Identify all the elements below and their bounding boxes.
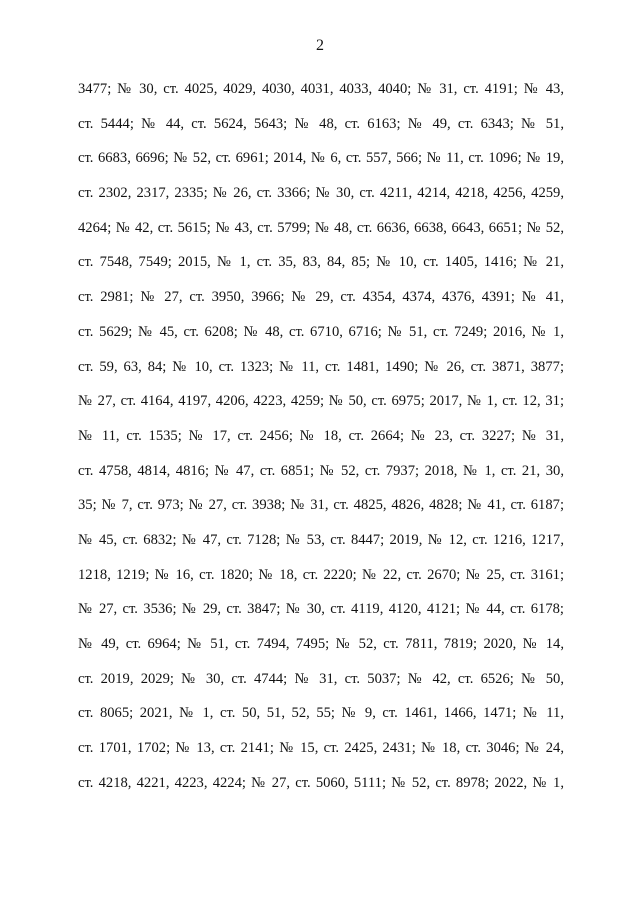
body-text — [78, 79, 564, 807]
text-line: № 45, ст. 6832; № 47, ст. 7128; № 53, ст. 8447; 2019, № 12, ст. 1216, 1217, — [78, 531, 564, 548]
text-line: ст. 2302, 2317, 2335; № 26, ст. 3366; № 30, ст. 4211, 4214, 4218, 4256, 4259, — [78, 185, 564, 202]
text-line: 4264; № 42, ст. 5615; № 43, ст. 5799; № 48, ст. 6636, 6638, 6643, 6651; № 52, — [78, 219, 564, 236]
text-line: ст. 2981; № 27, ст. 3950, 3966; № 29, ст. 4354, 4374, 4376, 4391; № 41, — [78, 289, 564, 306]
text-line: 1218, 1219; № 16, ст. 1820; № 18, ст. 2220; № 22, ст. 2670; № 25, ст. 3161; — [78, 566, 564, 583]
text-line: 3477; № 30, ст. 4025, 4029, 4030, 4031, 4033, 4040; № 31, ст. 4191; № 43, — [78, 81, 564, 97]
text-line: № 27, ст. 3536; № 29, ст. 3847; № 30, ст. 4119, 4120, 4121; № 44, ст. 6178; — [78, 601, 564, 618]
text-line: ст. 2019, 2029; № 30, ст. 4744; № 31, ст. 5037; № 42, ст. 6526; № 50, — [78, 670, 564, 687]
text-line: ст. 4758, 4814, 4816; № 47, ст. 6851; № 52, ст. 7937; 2018, № 1, ст. 21, 30, — [78, 462, 564, 479]
page-number: 2 — [316, 37, 324, 54]
text-line: № 11, ст. 1535; № 17, ст. 2456; № 18, ст. 2664; № 23, ст. 3227; № 31, — [78, 427, 564, 444]
text-line: ст. 4218, 4221, 4223, 4224; № 27, ст. 5060, 5111; № 52, ст. 8978; 2022, № 1, — [78, 774, 564, 791]
text-line: № 49, ст. 6964; № 51, ст. 7494, 7495; № 52, ст. 7811, 7819; 2020, № 14, — [78, 636, 564, 652]
text-line: ст. 5629; № 45, ст. 6208; № 48, ст. 6710, 6716; № 51, ст. 7249; 2016, № 1, — [78, 323, 564, 340]
text-line: ст. 7548, 7549; 2015, № 1, ст. 35, 83, 84, 85; № 10, ст. 1405, 1416; № 21, — [78, 254, 564, 271]
text-line: ст. 1701, 1702; № 13, ст. 2141; № 15, ст. 2425, 2431; № 18, ст. 3046; № 24, — [78, 740, 564, 757]
text-line: 35; № 7, ст. 973; № 27, ст. 3938; № 31, ст. 4825, 4826, 4828; № 41, ст. 6187; — [78, 497, 564, 514]
text-line: ст. 6683, 6696; № 52, ст. 6961; 2014, № 6, ст. 557, 566; № 11, ст. 1096; № 19, — [78, 150, 564, 167]
text-line: ст. 5444; № 44, ст. 5624, 5643; № 48, ст. 6163; № 49, ст. 6343; № 51, — [78, 115, 564, 132]
text-line: № 27, ст. 4164, 4197, 4206, 4223, 4259; № 50, ст. 6975; 2017, № 1, ст. 12, 31; — [78, 393, 564, 410]
text-line: ст. 59, 63, 84; № 10, ст. 1323; № 11, ст. 1481, 1490; № 26, ст. 3871, 3877; — [78, 358, 564, 375]
text-line: ст. 8065; 2021, № 1, ст. 50, 51, 52, 55; № 9, ст. 1461, 1466, 1471; № 11, — [78, 705, 564, 722]
